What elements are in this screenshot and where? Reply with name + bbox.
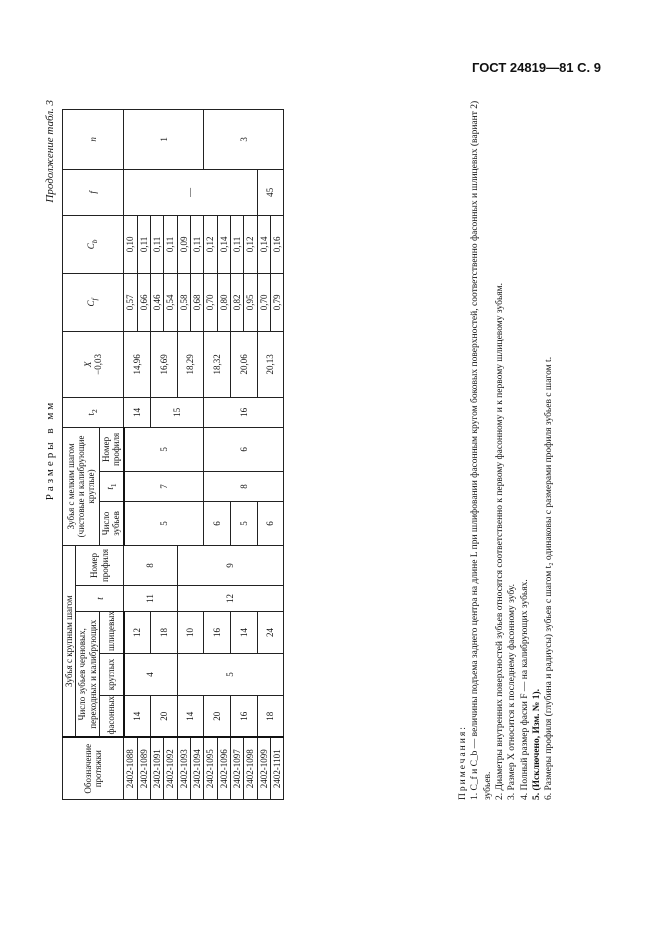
header-n: n bbox=[63, 109, 124, 169]
x-cell: 16,69 bbox=[150, 331, 177, 397]
fine-count-cell: 5 bbox=[124, 501, 204, 545]
cb-cell: 0,12 bbox=[244, 215, 257, 273]
cf-cell: 0,57 bbox=[124, 273, 137, 331]
shaped-cell: 16 bbox=[230, 696, 257, 738]
note-6: 6. Размеры профиля (глубина и радиусы) зубьев с шагом t₂ одинаковы с размерами профиля зубьев с шагом t. bbox=[544, 356, 555, 800]
notes-title: Примечания: bbox=[458, 725, 468, 800]
header-fine: Зубья с мелким шагом (чистовые и калибрующие круглые) bbox=[63, 427, 100, 545]
f-cell: — bbox=[124, 169, 257, 215]
header-t: t bbox=[76, 586, 124, 612]
fine-count-cell: 6 bbox=[257, 501, 284, 545]
cf-cell: 0,68 bbox=[190, 273, 203, 331]
x-cell: 14,96 bbox=[124, 331, 151, 397]
n-cell: 3 bbox=[204, 109, 284, 169]
designation-cell: 2402-1097 bbox=[230, 738, 243, 800]
designation-cell: 2402-1096 bbox=[217, 738, 230, 800]
header-cb: $C_b$ bbox=[63, 215, 124, 273]
header-t1: $t_1$ bbox=[100, 471, 124, 501]
shaped-cell: 20 bbox=[204, 696, 231, 738]
header-cf: $C_f$ bbox=[63, 273, 124, 331]
designation-cell: 2402-1091 bbox=[150, 738, 163, 800]
header-designation: Обозначение протяжки bbox=[63, 738, 124, 800]
page-header: ГОСТ 24819—81 С. 9 bbox=[472, 60, 601, 75]
t-cell: 12 bbox=[177, 586, 284, 612]
spline-cell: 14 bbox=[230, 612, 257, 654]
shaped-cell: 18 bbox=[257, 696, 284, 738]
t2-cell: 16 bbox=[204, 397, 284, 427]
header-shaped: фасонных bbox=[100, 696, 124, 738]
header-profile-no: Номер профиля bbox=[76, 545, 124, 585]
shaped-cell: 14 bbox=[177, 696, 204, 738]
t-cell: 11 bbox=[124, 586, 177, 612]
cf-cell: 0,95 bbox=[244, 273, 257, 331]
cb-cell: 0,12 bbox=[204, 215, 217, 273]
spline-cell: 24 bbox=[257, 612, 284, 654]
designation-cell: 2402-1098 bbox=[244, 738, 257, 800]
cf-cell: 0,58 bbox=[177, 273, 190, 331]
units-caption: Размеры в мм bbox=[44, 399, 56, 501]
cf-cell: 0,70 bbox=[257, 273, 270, 331]
fine-count-cell: 5 bbox=[230, 501, 257, 545]
header-count-group: Число зубьев черновых, переходных и калибрующих bbox=[76, 612, 100, 738]
t2-cell: 14 bbox=[124, 397, 151, 427]
cb-cell: 0,11 bbox=[230, 215, 243, 273]
shaped-cell: 14 bbox=[124, 696, 151, 738]
designation-cell: 2402-1093 bbox=[177, 738, 190, 800]
notes-block bbox=[457, 100, 556, 800]
f-cell: 45 bbox=[257, 169, 284, 215]
header-round: круглых bbox=[100, 654, 124, 696]
cb-cell: 0,16 bbox=[271, 215, 284, 273]
cb-cell: 0,11 bbox=[190, 215, 203, 273]
spline-cell: 18 bbox=[150, 612, 177, 654]
cf-cell: 0,79 bbox=[271, 273, 284, 331]
fine-profile-cell: 6 bbox=[204, 427, 284, 471]
header-fine-count: Число зубьев bbox=[100, 501, 124, 545]
spline-cell: 16 bbox=[204, 612, 231, 654]
header-t2: $t_2$ bbox=[63, 397, 124, 427]
spline-cell: 12 bbox=[124, 612, 151, 654]
cb-cell: 0,14 bbox=[257, 215, 270, 273]
dimensions-table bbox=[62, 109, 284, 800]
cf-cell: 0,80 bbox=[217, 273, 230, 331]
note-2: 2. Диаметры внутренних поверхностей зубьев относятся соответственно к первому фасонному и к первому шлицевому зубьям. bbox=[495, 282, 506, 800]
header-f: f bbox=[63, 169, 124, 215]
designation-cell: 2402-1095 bbox=[204, 738, 217, 800]
cf-cell: 0,70 bbox=[204, 273, 217, 331]
cf-cell: 0,66 bbox=[137, 273, 150, 331]
designation-cell: 2402-1094 bbox=[190, 738, 203, 800]
note-5: 5. (Исключено, Изм. № 1). bbox=[532, 688, 543, 800]
n-cell: 1 bbox=[124, 109, 204, 169]
x-cell: 20,13 bbox=[257, 331, 284, 397]
note-1: 1. C_f и C_b — величины подъема заднего центра на длине L при шлифовании фасонным кругом боковых поверхностей, соответственно фасонных и шлицевых (вариант 2) зубьев. bbox=[470, 100, 493, 800]
t1-cell: 7 bbox=[124, 471, 204, 501]
cb-cell: 0,11 bbox=[137, 215, 150, 273]
t2-cell: 15 bbox=[150, 397, 203, 427]
cb-cell: 0,11 bbox=[150, 215, 163, 273]
cf-cell: 0,54 bbox=[164, 273, 177, 331]
fine-count-cell: 6 bbox=[204, 501, 231, 545]
designation-cell: 2402-1089 bbox=[137, 738, 150, 800]
profile-cell: 9 bbox=[177, 545, 284, 585]
cb-cell: 0,09 bbox=[177, 215, 190, 273]
x-cell: 18,29 bbox=[177, 331, 204, 397]
spline-cell: 10 bbox=[177, 612, 204, 654]
header-x: X −0,03 bbox=[63, 331, 124, 397]
rotated-page-content bbox=[42, 100, 555, 800]
header-spline: шлицевых bbox=[100, 612, 124, 654]
t1-cell: 8 bbox=[204, 471, 284, 501]
header-fine-profile: Номер профиля bbox=[100, 427, 124, 471]
continuation-caption: Продолжение табл. 3 bbox=[44, 100, 56, 203]
designation-cell: 2402-1088 bbox=[124, 738, 137, 800]
designation-cell: 2402-1092 bbox=[164, 738, 177, 800]
header-coarse: Зубья с крупным шагом bbox=[63, 545, 76, 737]
cb-cell: 0,11 bbox=[164, 215, 177, 273]
profile-cell: 8 bbox=[124, 545, 177, 585]
cb-cell: 0,14 bbox=[217, 215, 230, 273]
designation-cell: 2402-1099 bbox=[257, 738, 270, 800]
note-4: 4. Полный размер фаски F — на калибрующих зубьях. bbox=[519, 579, 530, 800]
x-cell: 18,32 bbox=[204, 331, 231, 397]
cb-cell: 0,10 bbox=[124, 215, 137, 273]
round-cell: 5 bbox=[177, 654, 284, 696]
x-cell: 20,06 bbox=[230, 331, 257, 397]
shaped-cell: 20 bbox=[150, 696, 177, 738]
note-3: 3. Размер X относится к последнему фасонному зубу. bbox=[507, 584, 518, 800]
cf-cell: 0,82 bbox=[230, 273, 243, 331]
table-row bbox=[124, 109, 137, 799]
designation-cell: 2402-1101 bbox=[271, 738, 284, 800]
round-cell: 4 bbox=[124, 654, 177, 696]
fine-profile-cell: 5 bbox=[124, 427, 204, 471]
cf-cell: 0,46 bbox=[150, 273, 163, 331]
